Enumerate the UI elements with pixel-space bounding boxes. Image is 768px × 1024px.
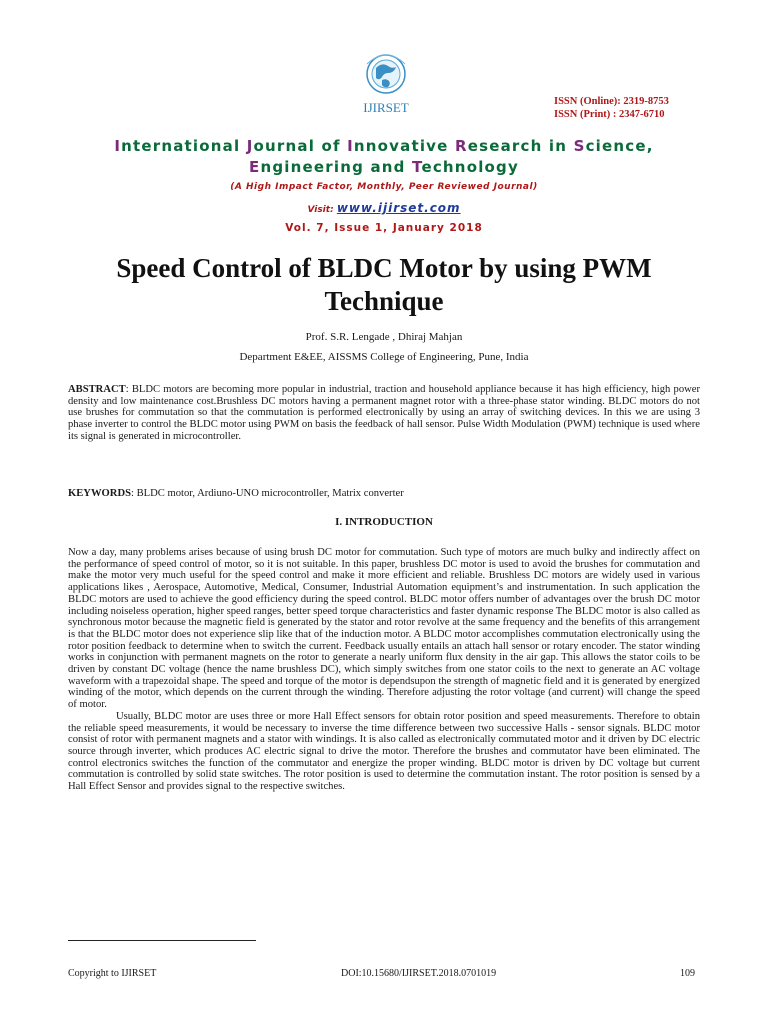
- section-heading-introduction: I. INTRODUCTION: [335, 516, 433, 528]
- visit-line: [0, 201, 768, 215]
- intro-paragraph-1: Now a day, many problems arises because of using brush DC motor for commutation. Such type of motors are much bulky and indirectly affect on the performance of speed control of motor, so it is not suitable. In this paper, brushless DC motor is used to avoid the brushes for commutation and make the motor very much useful for the speed control and make it more efficient and reliable. Brushless DC motors are widely used in various applications likes , Aerospace, Automotive, Medical, Consumer, Industrial Automation equipment’s and instrumentation. In such application the BLDC motors are used to achieve the good efficiency during the speed control. BLDC motor offers number of advantages over the brush DC motor including noiseless operation, higher speed ranges, better speed torque characteristics and faster dynamic response The BLDC motor is also called as synchronous motor because the magnetic field is generated by the stator and rotor revolve at the same frequency and the benefits of this arrangement is that the BLDC motor does not experience slip like that of the induction motor. A BLDC motor accomplishes commutation electronically using the rotor position feedback to determine when to switch the current. Feedback usually entails an attach hall sensor or rotary encoder. The stator winding works in conjunction with permanent magnets on the rotor to generate a nearly uniform flux density in the air gap. This allows the stator coils to be driven by constant DC voltage (hence the name brushless DC), which simply switches from one stator coils to the next to generate an AC voltage waveform with a trapezoidal shape. The speed and torque of the motor is dependsupon the strength of magnetic field and it is generated by energized winding of the motor, which depends on the current through the winding. Therefore adjusting the rotor voltage (and current) will change the speed of motor.: [68, 547, 700, 711]
- footer-copyright: Copyright to IJIRSET: [68, 968, 157, 979]
- paper-authors: Prof. S.R. Lengade , Dhiraj Mahjan: [305, 331, 463, 343]
- journal-url-link[interactable]: www.ijirset.com: [336, 201, 461, 215]
- journal-name-part: T: [412, 158, 422, 176]
- footer-page-number: 109: [680, 968, 695, 979]
- volume-issue: Vol. 7, Issue 1, January 2018: [285, 222, 483, 234]
- abstract-text: : BLDC motors are becoming more popular in industrial, traction and household appliance because it has high efficiency, high power density and low maintenance cost.Brushless DC motors having a permanent magnet rotor with a three-phase stator winding. BLDC motors do not use brushes for commutation so that the commutation is performed electronically by using an array of switching devices. In this we are using 3 phase inverter to control the BLDC motor using PWM on basis the feedback of hall sensor. Pulse Width Modulation (PWM) technique is used where its signal is generated in microcontroller.: [68, 384, 700, 442]
- globe-icon: [346, 50, 426, 120]
- keywords-label: KEYWORDS: [68, 488, 131, 499]
- issn-print: ISSN (Print) : 2347-6710: [554, 109, 665, 120]
- abstract-label: ABSTRACT: [68, 384, 126, 395]
- logo-text: IJIRSET: [363, 100, 409, 115]
- journal-name-part: I: [347, 137, 354, 155]
- footnote-divider: [68, 940, 256, 941]
- journal-name-part: nnovative: [353, 137, 455, 155]
- journal-name-part: ngineering and: [260, 158, 413, 176]
- journal-name-part: nternational: [121, 137, 247, 155]
- visit-label: Visit:: [307, 205, 337, 215]
- abstract: [68, 384, 700, 443]
- journal-name-part: cience,: [585, 137, 654, 155]
- intro-paragraph-2: Usually, BLDC motor are uses three or more Hall Effect sensors for obtain rotor position and speed measurements. Therefore to obtain the reliable speed measurements, it would be necessary to inverse the time difference between two successive Halls - sensor signals. BLDC motor consist of rotor with permanent magnets and a stator with windings. It is also called as electronically commutated motor and it driven by DC electric source through inverter, which produces AC electric signal to drive the motor. Therefore the brushes and commutator have been eliminated. The control electronics switches the function of the commutator and energize the proper winding. BLDC motor is driven by DC voltage but current commutation is controlled by solid state switches. The rotor position is used to determine the commutation instant. The rotor position is sensed by a Hall Effect Sensor and provides signal to the respective switches.: [68, 710, 700, 793]
- keywords-text: : BLDC motor, Ardiuno-UNO microcontroller, Matrix converter: [130, 488, 404, 499]
- footer-doi: DOI:10.15680/IJIRSET.2018.0701019: [341, 968, 497, 979]
- issn-block: [554, 95, 669, 121]
- journal-name-line2: [0, 157, 768, 178]
- author-affiliation: Department E&EE, AISSMS College of Engineering, Pune, India: [239, 351, 529, 363]
- keywords: [68, 488, 700, 500]
- introduction-body: [68, 547, 700, 793]
- journal-name-part: echnology: [421, 158, 519, 176]
- journal-name-part: esearch in: [467, 137, 574, 155]
- journal-name-line1: [0, 136, 768, 157]
- issn-online: ISSN (Online): 2319-8753: [554, 96, 669, 107]
- journal-name-part: E: [249, 158, 261, 176]
- journal-name-part: S: [573, 137, 586, 155]
- journal-name: [0, 136, 768, 178]
- journal-name-part: I: [114, 137, 122, 155]
- journal-logo: [346, 50, 426, 120]
- journal-name-part: J: [246, 137, 254, 155]
- paper-title-line2: Technique: [324, 286, 444, 316]
- journal-name-part: R: [454, 137, 468, 155]
- journal-tagline: (A High Impact Factor, Monthly, Peer Reviewed Journal): [230, 182, 538, 192]
- paper-title-line1: Speed Control of BLDC Motor by using PWM: [116, 253, 652, 283]
- journal-name-part: ournal of: [253, 137, 348, 155]
- paper-title: [40, 252, 728, 318]
